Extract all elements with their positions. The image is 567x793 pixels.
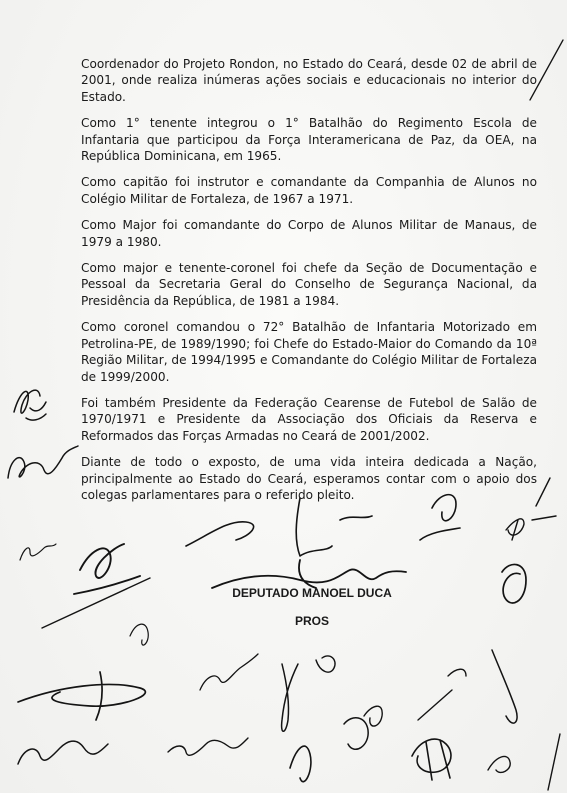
signature-lower-15 xyxy=(548,734,560,790)
signature-slash-left xyxy=(42,578,150,628)
signature-duca-2 xyxy=(212,560,406,588)
paragraph-projeto-rondon: Coordenador do Projeto Rondon, no Estado do Ceará, desde 02 de abril de 2001, onde realiza inúmeras ações sociais e educacionais no interior do Estado. xyxy=(81,57,537,104)
paragraph-primeiro-tenente: Como 1° tenente integrou o 1° Batalhão do Regimento Escola de Infantaria que participou da Força Interamericana de Paz, da OEA, na República Dominicana, em 1965. xyxy=(81,116,537,164)
signature-left-3 xyxy=(20,544,56,560)
signature-lower-7 xyxy=(418,669,466,720)
signature-left-2 xyxy=(8,446,78,478)
party-name: PROS xyxy=(294,614,329,628)
signature-lower-1 xyxy=(130,624,148,645)
signature-lower-3 xyxy=(18,672,145,720)
signature-lower-6 xyxy=(364,706,382,726)
signature-oval-right xyxy=(502,564,526,603)
paragraph-coronel: Como coronel comandou o 72° Batalhão de Infantaria Motorizado em Petrolina-PE, de 1989/1990; foi Chefe do Estado-Maior do Comando da 10ª Região Militar, de 1994/1995 e Comandante do Colégio Militar de Fortaleza de 1999/2000. xyxy=(81,320,537,384)
signature-left-big xyxy=(74,544,140,594)
signature-lower-14 xyxy=(488,756,510,772)
paragraph-conclusion: Diante de todo o exposto, de uma vida inteira dedicada a Nação, principalmente ao Estado do Ceará, esperamos contar com o apoio dos colegas parlamentares para o referido pleito. xyxy=(81,455,537,502)
signature-lower-11 xyxy=(290,746,311,782)
signature-lower-12 xyxy=(344,718,368,750)
signature-lower-10 xyxy=(168,738,248,755)
signature-lower-13 xyxy=(412,739,451,780)
signature-lower-9 xyxy=(18,741,108,764)
paragraph-presidente: Foi também Presidente da Federação Cearense de Futebol de Salão de 1970/1971 e Presidente da Associação dos Oficiais da Reserva e Reformados das Forças Armadas no Ceará de 2001/2002. xyxy=(81,395,537,443)
paragraph-major: Como Major foi comandante do Corpo de Alunos Militar de Manaus, de 1979 a 1980. xyxy=(81,218,537,249)
signatory-name: DEPUTADO MANOEL DUCA xyxy=(232,586,392,600)
signature-lower-4 xyxy=(282,664,298,731)
paragraph-tenente-coronel: Como major e tenente-coronel foi chefe da Seção de Documentação e Pessoal da Secretaria Geral do Conselho de Segurança Nacional, da Presidência da República, de 1981 a 1984. xyxy=(81,261,537,308)
signature-right-2 xyxy=(506,519,524,540)
document-body xyxy=(81,56,537,513)
signature-lower-8 xyxy=(492,650,517,723)
signature-lower-2 xyxy=(200,654,258,690)
signature-left-1 xyxy=(14,390,46,420)
signature-lower-5 xyxy=(316,656,335,672)
paragraph-capitao: Como capitão foi instrutor e comandante da Companhia de Alunos no Colégio Militar de Fortaleza, de 1967 a 1971. xyxy=(81,175,537,206)
